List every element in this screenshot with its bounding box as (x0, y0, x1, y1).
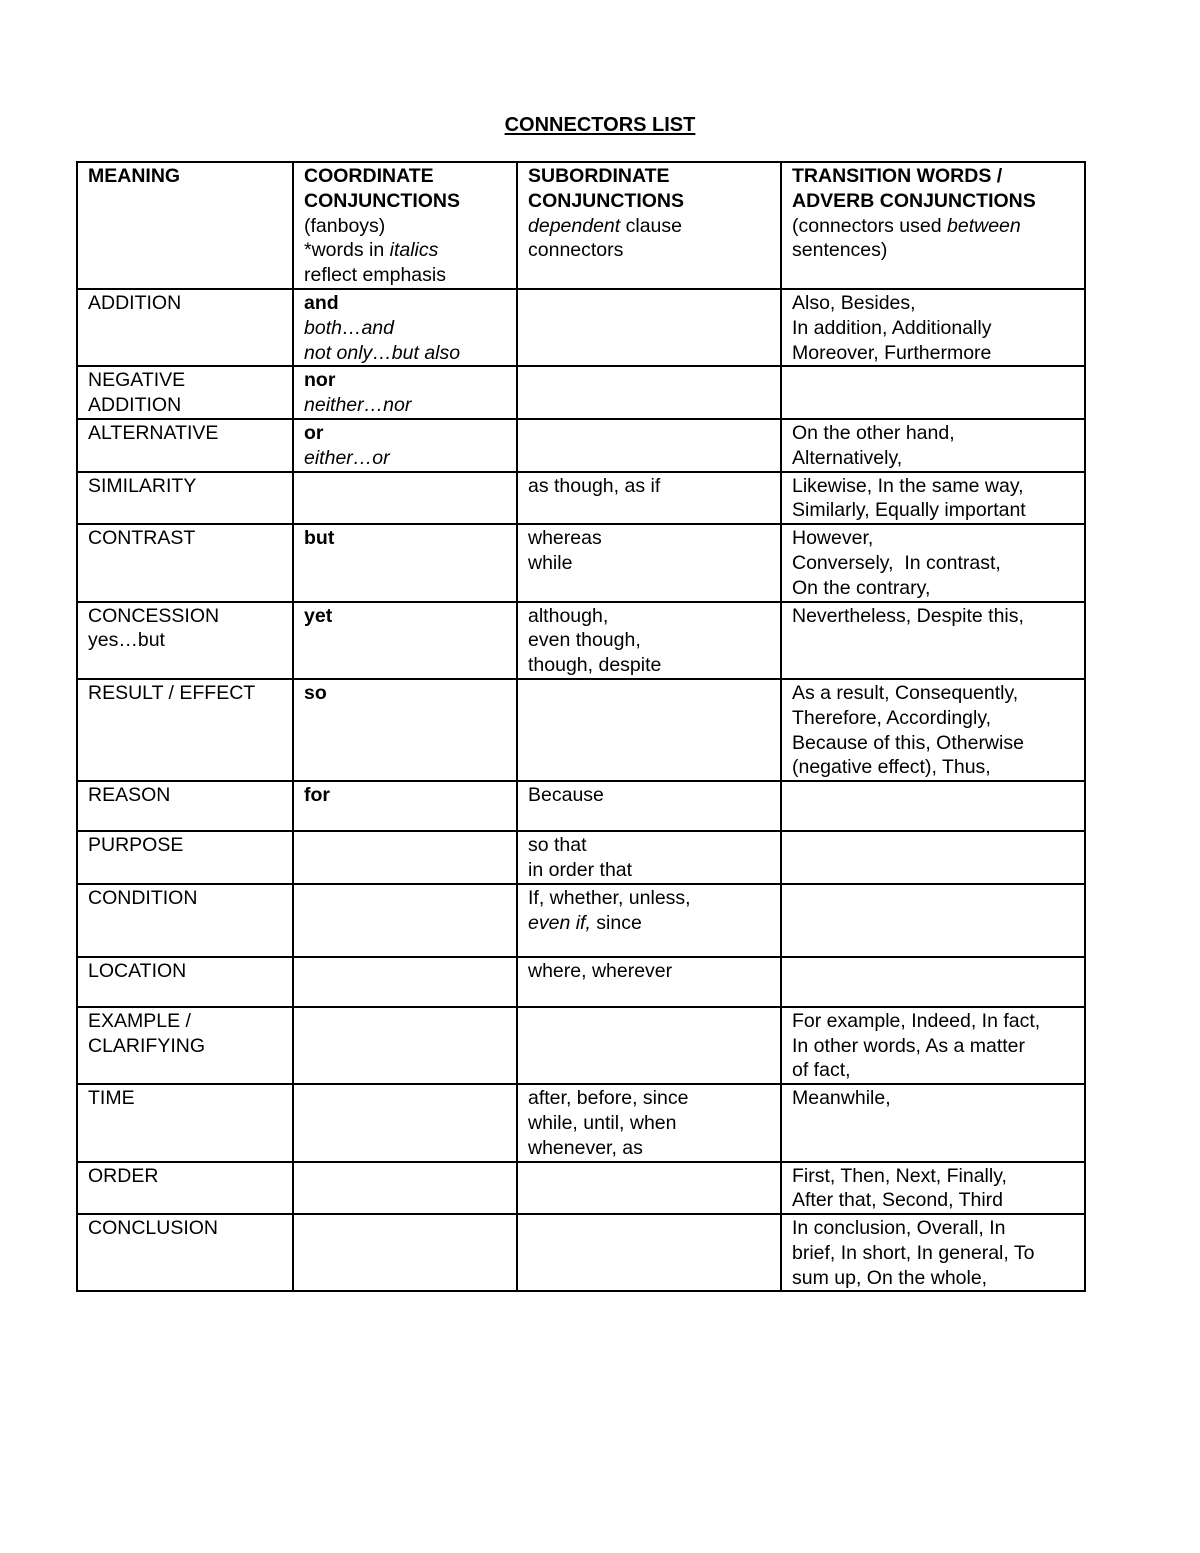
cell-coordinate (293, 957, 517, 1007)
cell-subordinate (517, 957, 781, 1007)
coordinate-item: and (304, 291, 339, 314)
subordinate-item-italic: even if, (528, 911, 591, 934)
transition-item: Conversely, In contrast, (792, 551, 1001, 574)
cell-coordinate (293, 602, 517, 679)
transition-item: brief, In short, In general, To (792, 1241, 1035, 1264)
meaning-label: PURPOSE (88, 834, 184, 857)
header-subordinate-title-1: SUBORDINATE (528, 165, 670, 187)
document-title (0, 112, 1200, 138)
cell-coordinate (293, 1214, 517, 1291)
transition-item: On the contrary, (792, 576, 931, 599)
header-subordinate-note-1-rest: clause (620, 214, 682, 237)
subordinate-item: although, (528, 604, 609, 627)
subordinate-item: whereas (528, 527, 602, 550)
cell-subordinate (517, 289, 781, 366)
table-row-example-clarifying (77, 1007, 1085, 1084)
subordinate-item: while (528, 551, 573, 574)
cell-transition (781, 472, 1085, 525)
transition-item: Alternatively, (792, 446, 903, 469)
subordinate-item: where, wherever (528, 959, 673, 982)
coordinate-item: both…and (304, 316, 394, 339)
header-coordinate-note-3: reflect emphasis (304, 264, 446, 287)
table-row-alternative (77, 419, 1085, 472)
transition-item: For example, Indeed, In fact, (792, 1009, 1041, 1032)
subordinate-item: while, until, when (528, 1111, 677, 1134)
cell-coordinate (293, 524, 517, 601)
coordinate-item: so (304, 681, 327, 704)
meaning-label: SIMILARITY (88, 474, 197, 497)
meaning-label: REASON (88, 784, 171, 807)
transition-item: On the other hand, (792, 421, 955, 444)
cell-meaning (77, 1214, 293, 1291)
cell-coordinate (293, 289, 517, 366)
table-row-condition (77, 884, 1085, 957)
cell-transition (781, 957, 1085, 1007)
header-coordinate-title-2: CONJUNCTIONS (304, 189, 461, 212)
meaning-label: CONCLUSION (88, 1217, 219, 1240)
header-transition-title-2: ADVERB CONJUNCTIONS (792, 189, 1036, 212)
cell-subordinate (517, 602, 781, 679)
transition-item: Nevertheless, Despite this, (792, 604, 1024, 627)
meaning-label: ADDITION (88, 291, 182, 314)
table-row-contrast (77, 524, 1085, 601)
subordinate-item: as though, as if (528, 474, 661, 497)
transition-item: In conclusion, Overall, In (792, 1217, 1006, 1240)
header-subordinate-note-2: connectors (528, 239, 624, 262)
header-transition-note-1-italic: between (947, 214, 1021, 237)
meaning-label: LOCATION (88, 959, 187, 982)
cell-meaning (77, 289, 293, 366)
header-meaning-label: MEANING (88, 165, 181, 187)
transition-item: Also, Besides, (792, 291, 916, 314)
table-row-similarity (77, 472, 1085, 525)
cell-subordinate (517, 472, 781, 525)
meaning-label: CONDITION (88, 886, 198, 909)
table-header-row (77, 162, 1085, 289)
transition-item: As a result, Consequently, (792, 681, 1019, 704)
cell-meaning (77, 1007, 293, 1084)
header-coordinate (293, 162, 517, 289)
coordinate-item: but (304, 527, 335, 550)
cell-meaning (77, 524, 293, 601)
cell-meaning (77, 957, 293, 1007)
coordinate-item: either…or (304, 446, 390, 469)
header-transition-note-2: sentences) (792, 239, 888, 262)
cell-coordinate (293, 679, 517, 781)
transition-item: Moreover, Furthermore (792, 341, 992, 364)
header-coordinate-note-2-pre: *words in (304, 239, 390, 262)
subordinate-item: even though, (528, 629, 641, 652)
coordinate-item: or (304, 421, 324, 444)
header-coordinate-note-2-italic: italics (389, 239, 439, 262)
transition-item: sum up, On the whole, (792, 1266, 988, 1289)
table-row-reason (77, 781, 1085, 831)
header-transition-note-1 (792, 214, 1078, 239)
cell-meaning (77, 602, 293, 679)
cell-coordinate (293, 472, 517, 525)
cell-coordinate (293, 1007, 517, 1084)
cell-coordinate (293, 1084, 517, 1161)
meaning-label: CLARIFYING (88, 1034, 206, 1057)
transition-item: Likewise, In the same way, (792, 474, 1024, 497)
header-coordinate-note-1: (fanboys) (304, 214, 386, 237)
coordinate-item: nor (304, 369, 336, 392)
meaning-label: CONTRAST (88, 527, 196, 550)
cell-subordinate (517, 884, 781, 957)
cell-transition (781, 679, 1085, 781)
header-meaning (77, 162, 293, 289)
cell-meaning (77, 679, 293, 781)
subordinate-item: though, despite (528, 654, 662, 677)
subordinate-item: in order that (528, 858, 633, 881)
header-subordinate (517, 162, 781, 289)
meaning-label: TIME (88, 1087, 135, 1110)
connectors-table (76, 161, 1086, 1292)
cell-transition (781, 781, 1085, 831)
cell-subordinate (517, 831, 781, 884)
header-subordinate-note-1-italic: dependent (528, 214, 621, 237)
cell-meaning (77, 366, 293, 419)
subordinate-item: whenever, as (528, 1136, 643, 1159)
coordinate-item: yet (304, 604, 333, 627)
cell-meaning (77, 419, 293, 472)
subordinate-item (528, 911, 774, 936)
header-transition (781, 162, 1085, 289)
table-row-result-effect (77, 679, 1085, 781)
meaning-label: ALTERNATIVE (88, 421, 219, 444)
cell-transition (781, 1162, 1085, 1215)
cell-transition (781, 831, 1085, 884)
cell-transition (781, 524, 1085, 601)
cell-subordinate (517, 679, 781, 781)
transition-item: Meanwhile, (792, 1087, 891, 1110)
cell-subordinate (517, 419, 781, 472)
header-subordinate-note-1 (528, 214, 774, 239)
document-title-text: CONNECTORS LIST (504, 114, 696, 136)
meaning-label: CONCESSION (88, 604, 220, 627)
cell-transition (781, 366, 1085, 419)
meaning-label: yes…but (88, 629, 165, 652)
table-row-conclusion (77, 1214, 1085, 1291)
cell-coordinate (293, 419, 517, 472)
subordinate-item: Because (528, 784, 604, 807)
cell-subordinate (517, 1162, 781, 1215)
cell-coordinate (293, 1162, 517, 1215)
transition-item: In other words, As a matter (792, 1034, 1026, 1057)
cell-coordinate (293, 884, 517, 957)
cell-meaning (77, 1084, 293, 1161)
transition-item: (negative effect), Thus, (792, 756, 991, 779)
meaning-label: ADDITION (88, 394, 182, 417)
transition-item: of fact, (792, 1059, 851, 1082)
header-transition-note-1-pre: (connectors used (792, 214, 948, 237)
cell-meaning (77, 472, 293, 525)
cell-subordinate (517, 781, 781, 831)
table-row-order (77, 1162, 1085, 1215)
cell-transition (781, 602, 1085, 679)
transition-item: After that, Second, Third (792, 1189, 1004, 1212)
cell-meaning (77, 831, 293, 884)
header-coordinate-note-2 (304, 238, 510, 263)
meaning-label: ORDER (88, 1164, 159, 1187)
cell-transition (781, 1214, 1085, 1291)
table-row-time (77, 1084, 1085, 1161)
table-row-purpose (77, 831, 1085, 884)
transition-item: Similarly, Equally important (792, 499, 1026, 522)
meaning-label: EXAMPLE / (88, 1009, 191, 1032)
cell-transition (781, 1084, 1085, 1161)
cell-coordinate (293, 781, 517, 831)
meaning-label: NEGATIVE (88, 369, 186, 392)
cell-coordinate (293, 366, 517, 419)
cell-meaning (77, 1162, 293, 1215)
cell-transition (781, 419, 1085, 472)
subordinate-item-rest: since (590, 911, 642, 934)
cell-coordinate (293, 831, 517, 884)
cell-transition (781, 289, 1085, 366)
cell-meaning (77, 781, 293, 831)
cell-transition (781, 1007, 1085, 1084)
transition-item: Because of this, Otherwise (792, 731, 1024, 754)
table-row-addition (77, 289, 1085, 366)
cell-subordinate (517, 1007, 781, 1084)
cell-transition (781, 884, 1085, 957)
transition-item: In addition, Additionally (792, 316, 992, 339)
subordinate-item: so that (528, 834, 587, 857)
transition-item: Therefore, Accordingly, (792, 706, 992, 729)
cell-subordinate (517, 524, 781, 601)
table-row-location (77, 957, 1085, 1007)
header-transition-title-1: TRANSITION WORDS / (792, 165, 1003, 187)
table-row-negative-addition (77, 366, 1085, 419)
coordinate-item: not only…but also (304, 341, 461, 364)
coordinate-item: neither…nor (304, 394, 412, 417)
subordinate-item: after, before, since (528, 1087, 689, 1110)
cell-subordinate (517, 1084, 781, 1161)
transition-item: However, (792, 527, 874, 550)
transition-item: First, Then, Next, Finally, (792, 1164, 1007, 1187)
coordinate-item: for (304, 784, 330, 807)
cell-meaning (77, 884, 293, 957)
cell-subordinate (517, 1214, 781, 1291)
header-coordinate-title-1: COORDINATE (304, 165, 434, 187)
header-subordinate-title-2: CONJUNCTIONS (528, 189, 685, 212)
table-row-concession (77, 602, 1085, 679)
meaning-label: RESULT / EFFECT (88, 681, 256, 704)
cell-subordinate (517, 366, 781, 419)
subordinate-item: If, whether, unless, (528, 886, 691, 909)
